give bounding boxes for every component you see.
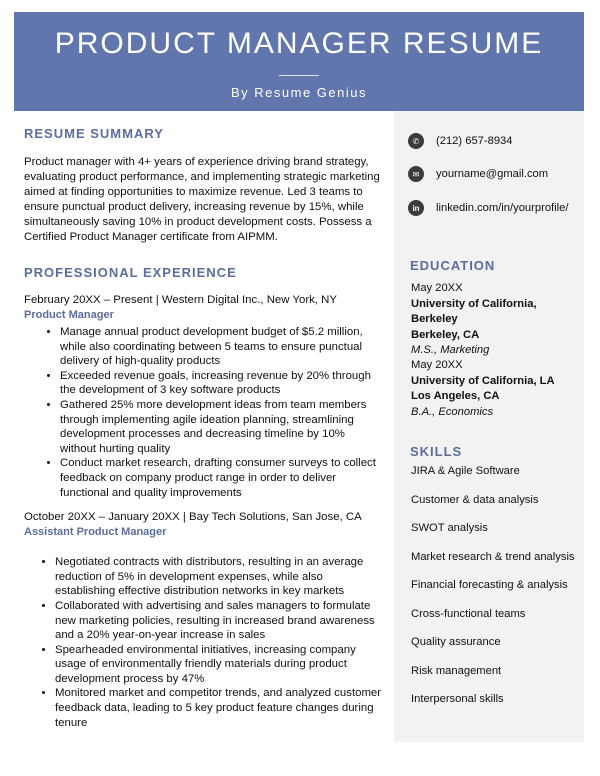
job-bullet: • Gathered 25% more development ideas from team members through implementing agile ideation planning, streamlining development processes and decreasing timeline by 10% without hurting quality — [60, 398, 384, 456]
skill-item: Customer & data analysis — [411, 493, 539, 506]
job-bullet: • Manage annual product development budget of $5.2 million, while also coordinating between 5 teams to ensure punctual delivery of high-quality products — [60, 325, 384, 369]
skill-item: Financial forecasting & analysis — [411, 579, 568, 591]
job-bullet: • Negotiated contracts with distributors, resulting in an average reduction of 5% in development expenses, while also establishing effective distribution networks in key markets — [55, 555, 384, 599]
job-bullet: • Conduct market research, drafting consumer surveys to collect feedback on company product range in order to deliver functional and quality improvements — [60, 456, 384, 500]
skill-item: SWOT analysis — [411, 522, 488, 534]
linkedin-icon: in — [408, 200, 424, 216]
education-location: Berkeley, CA — [411, 328, 480, 341]
skill-item: Interpersonal skills — [411, 693, 504, 705]
skill-item: Cross-functional teams — [411, 607, 526, 620]
job-date-company: February 20XX – Present | Western Digital Inc., New York, NY — [24, 294, 337, 306]
education-degree: B.A., Economics — [411, 405, 494, 418]
job-bullet: • Monitored market and competitor trends, and analyzed customer feedback data, leading to 5 key product feature changes during tenure — [55, 686, 384, 730]
skill-item: JIRA & Agile Software — [411, 465, 520, 477]
skill-item: Market research & trend analysis — [411, 550, 575, 563]
job-bullet: • Collaborated with advertising and sales managers to formulate new marketing policies, resulting in increased brand awareness and a 20% year-on-year increase in sales — [55, 599, 384, 643]
email-text: yourname@gmail.com — [436, 168, 549, 180]
education-date: May 20XX — [411, 359, 463, 371]
summary-text: Product manager with 4+ years of experience driving brand strategy, evaluating product performance, and implementing strategic marketing aimed at finding opportunities to maximize revenue. Led 3 teams to ensure punctual product delivery, increasing revenue by 15%, while simultaneously saving 10% in product development costs. Possess a Certified Product Manager certificate from AIPMM. — [24, 156, 380, 243]
phone-icon: ✆ — [408, 133, 424, 149]
header-divider — [279, 75, 319, 76]
education-school: University of California, LA — [411, 374, 555, 387]
skill-item: Quality assurance — [411, 636, 501, 648]
education-date: May 20XX — [411, 282, 463, 294]
resume-subtitle: By Resume Genius — [231, 85, 367, 100]
job-bullets — [24, 325, 384, 500]
contact-linkedin — [408, 199, 584, 217]
experience-heading: PROFESSIONAL EXPERIENCE — [24, 265, 237, 280]
job-entry — [24, 510, 384, 730]
skills-list — [411, 464, 575, 721]
main-column — [24, 126, 384, 730]
job-role: Assistant Product Manager — [24, 526, 167, 539]
education-school: University of California, Berkeley — [411, 297, 537, 325]
education-heading: EDUCATION — [410, 258, 496, 273]
job-bullet: • Exceeded revenue goals, increasing revenue by 20% through the development of 3 key software products — [60, 369, 384, 398]
email-icon: ✉ — [408, 166, 424, 182]
resume-header — [14, 12, 584, 111]
phone-text: (212) 657-8934 — [436, 135, 513, 147]
job-role: Product Manager — [24, 309, 114, 321]
contact-email — [408, 165, 584, 183]
job-bullets — [24, 555, 384, 730]
skill-item: Risk management — [411, 664, 502, 677]
job-entry — [24, 293, 384, 500]
resume-title: PRODUCT MANAGER RESUME — [54, 27, 544, 60]
linkedin-text: linkedin.com/in/yourprofile/ — [436, 202, 569, 214]
skills-heading: SKILLS — [410, 444, 463, 459]
education-location: Los Angeles, CA — [411, 390, 500, 402]
contact-phone — [408, 132, 584, 150]
summary-heading: RESUME SUMMARY — [24, 126, 164, 141]
education-entry — [411, 281, 583, 359]
job-date-company: October 20XX – January 20XX | Bay Tech Solutions, San Jose, CA — [24, 511, 362, 524]
education-degree: M.S., Marketing — [411, 344, 490, 356]
job-bullet: • Spearheaded environmental initiatives, increasing company usage of environmentally friendly materials during product development process by 47% — [55, 643, 384, 687]
education-entry — [411, 358, 583, 420]
